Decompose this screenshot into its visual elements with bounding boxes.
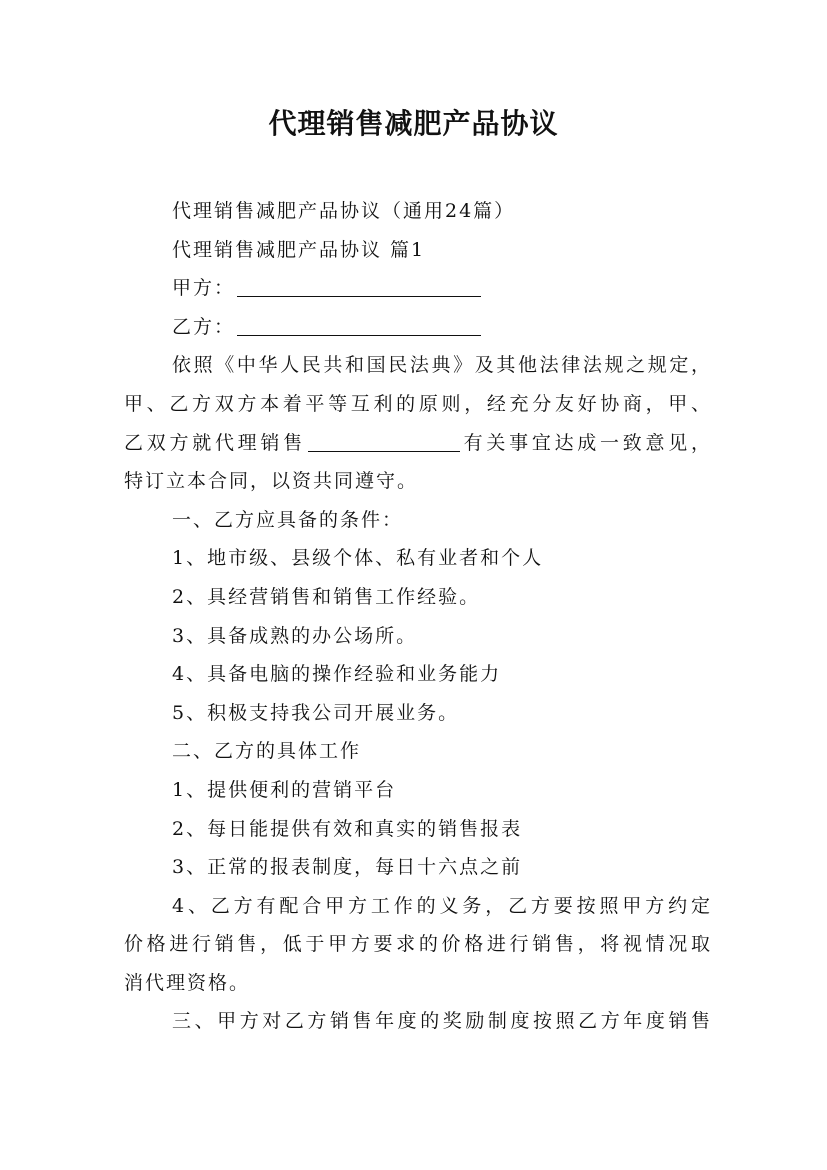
party-b-line (124, 308, 712, 347)
section-heading: 代理销售减肥产品协议 篇1 (172, 238, 426, 261)
clause3-line-1: 三、甲方对乙方销售年度的奖励制度按照乙方年度销售 (172, 1010, 712, 1033)
document-title: 代理销售减肥产品协议 (268, 107, 559, 140)
clause1-item: 5、积极支持我公司开展业务。 (172, 701, 460, 724)
clause2-item4-line-1: 4、乙方有配合甲方工作的义务，乙方要按照甲方约定 (172, 894, 712, 917)
clause2-item: 3、正常的报表制度，每日十六点之前 (172, 856, 523, 879)
clause2-item4-line-3: 消代理资格。 (124, 971, 251, 994)
clause2-item4-line-2: 价格进行销售，低于甲方要求的价格进行销售，将视情况取 (124, 933, 712, 956)
party-a-line (124, 269, 712, 308)
intro-line-3 (124, 424, 712, 463)
party-b-label: 乙方： (172, 315, 236, 338)
clause1-heading: 一、乙方应具备的条件： (172, 508, 404, 531)
clause2-heading: 二、乙方的具体工作 (172, 740, 362, 763)
clause2-item: 1、提供便利的营销平台 (172, 778, 397, 801)
clause1-item: 4、具备电脑的操作经验和业务能力 (172, 663, 502, 686)
product-blank (308, 431, 460, 452)
intro-line-4: 特订立本合同，以资共同遵守。 (124, 470, 419, 493)
clause2-item: 2、每日能提供有效和真实的销售报表 (172, 817, 523, 840)
document-subtitle: 代理销售减肥产品协议（通用24篇） (172, 200, 516, 222)
intro-line-3-after: 有关事宜达成一致意见， (461, 431, 712, 454)
party-a-blank (237, 276, 481, 297)
document-body (124, 192, 712, 1041)
intro-line-2: 甲、乙方双方本着平等互利的原则，经充分友好协商，甲、 (124, 392, 712, 415)
clause1-item: 3、具备成熟的办公场所。 (172, 624, 418, 647)
intro-line-3-before: 乙双方就代理销售 (124, 431, 306, 454)
party-a-label: 甲方： (172, 277, 236, 300)
clause1-item: 1、地市级、县级个体、私有业者和个人 (172, 547, 544, 570)
clause1-item: 2、具经营销售和销售工作经验。 (172, 585, 481, 608)
party-b-blank (237, 315, 481, 336)
intro-line-1: 依照《中华人民共和国民法典》及其他法律法规之规定， (172, 354, 712, 377)
